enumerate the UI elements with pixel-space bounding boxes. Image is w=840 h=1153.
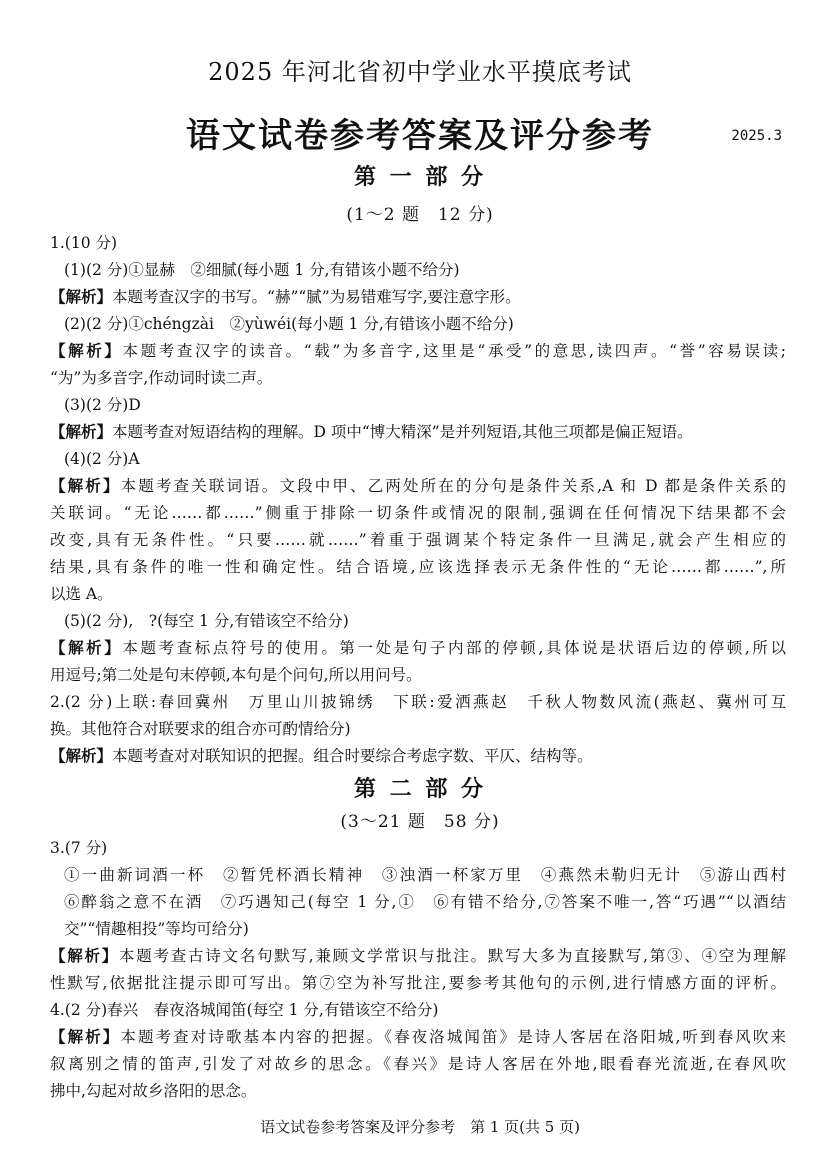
part-one-heading: 第 一 部 分 xyxy=(354,164,486,190)
document-title: 语文试卷参考答案及评分参考 xyxy=(186,116,654,156)
answer-line: (4)(2 分)A xyxy=(64,450,140,468)
analysis-continuation: 叙离别之情的笛声,引发了对故乡的思念。《春兴》是诗人客居在外地,眼看春光流逝,在春风吹 xyxy=(50,1055,786,1073)
part-one-subheading: (1～2 题 12 分) xyxy=(346,205,494,225)
analysis-tag: 【解析】 xyxy=(50,946,119,965)
analysis-continuation: 性默写,依据批注提示即可写出。第⑦空为补写批注,要参考其他句的示例,进行情感方面的评析。 xyxy=(50,974,786,992)
answer-continuation: 换。其他符合对联要求的组合亦可酌情给分) xyxy=(50,720,351,738)
analysis-continuation: 关联词。“无论……都……”侧重于排除一切条件或情况的限制,强调在任何情况下结果都不会 xyxy=(50,504,786,522)
analysis-line: 【解析】本题考查汉字的读音。“载”为多音字,这里是“承受”的意思,读四声。“誉”容易误读; xyxy=(50,341,786,360)
analysis-continuation: 改变,具有无条件性。“只要……就……”着重于强调某个特定条件一旦满足,就会产生相应的 xyxy=(50,531,786,549)
analysis-continuation: 结果,具有条件的唯一性和确定性。结合语境,应该选择表示无条件性的“无论……都……”,所 xyxy=(50,558,786,576)
analysis-line: 【解析】本题考查古诗文名句默写,兼顾文学常识与批注。默写大多为直接默写,第③、④空为理解 xyxy=(50,946,786,965)
analysis-line: 【解析】本题考查汉字的书写。“赫”“腻”为易错难写字,要注意字形。 xyxy=(50,287,521,306)
question-4-answer: 4.(2 分)春兴 春夜洛城闻笛(每空 1 分,有错该空不给分) xyxy=(50,1001,439,1019)
part-two-subheading: (3～21 题 58 分) xyxy=(340,812,500,832)
answer-line: (5)(2 分), ?(每空 1 分,有错该空不给分) xyxy=(64,612,349,630)
analysis-line: 【解析】本题考查对短语结构的理解。D 项中“博大精深”是并列短语,其他三项都是偏正短语。 xyxy=(50,422,693,441)
analysis-line: 【解析】本题考查对对联知识的把握。组合时要综合考虑字数、平仄、结构等。 xyxy=(50,746,593,765)
question-3-heading: 3.(7 分) xyxy=(50,839,108,857)
analysis-continuation: 拂中,勾起对故乡洛阳的思念。 xyxy=(50,1082,257,1100)
analysis-line: 【解析】本题考查对诗歌基本内容的把握。《春夜洛城闻笛》是诗人客居在洛阳城,听到春风吹来 xyxy=(50,1027,786,1046)
question-2-answer: 2.(2 分)上联:春回冀州 万里山川披锦绣 下联:爱洒燕赵 千秋人物数风流(燕赵、冀州可互 xyxy=(50,693,786,711)
analysis-tag: 【解析】 xyxy=(50,638,123,657)
analysis-continuation: “为”为多音字,作动词时读二声。 xyxy=(50,369,273,387)
analysis-tag: 【解析】 xyxy=(50,287,113,306)
answer-line: (3)(2 分)D xyxy=(64,396,141,414)
exam-title: 2025 年河北省初中学业水平摸底考试 xyxy=(208,58,632,86)
analysis-tag: 【解析】 xyxy=(50,746,113,765)
analysis-continuation: 以选 A。 xyxy=(50,585,113,603)
answer-line: ①一曲新词酒一杯 ②暂凭杯酒长精神 ③浊酒一杯家万里 ④燕然未勒归无计 ⑤游山西村 xyxy=(64,866,786,884)
answer-line: ⑥醉翁之意不在酒 ⑦巧遇知己(每空 1 分,① ⑥有错不给分,⑦答案不唯一,答“巧遇”“以酒结 xyxy=(64,893,786,911)
analysis-tag: 【解析】 xyxy=(50,341,123,360)
page-footer: 语文试卷参考答案及评分参考 第 1 页(共 5 页) xyxy=(260,1118,580,1136)
analysis-tag: 【解析】 xyxy=(50,1027,121,1046)
analysis-line: 【解析】本题考查关联词语。文段中甲、乙两处所在的分句是条件关系,A 和 D 都是条件关系的 xyxy=(50,476,786,495)
analysis-line: 【解析】本题考查标点符号的使用。第一处是句子内部的停顿,具体说是状语后边的停顿,所以 xyxy=(50,638,786,657)
answer-line: (1)(2 分)①显赫 ②细腻(每小题 1 分,有错该小题不给分) xyxy=(64,261,460,279)
analysis-tag: 【解析】 xyxy=(50,422,113,441)
answer-continuation: 交”“情趣相投”等均可给分) xyxy=(64,920,249,938)
answer-line: (2)(2 分)①chéngzài ②yùwéi(每小题 1 分,有错该小题不给分) xyxy=(64,315,514,333)
analysis-tag: 【解析】 xyxy=(50,476,121,495)
question-1-heading: 1.(10 分) xyxy=(50,234,118,252)
analysis-continuation: 用逗号;第二处是句末停顿,本句是个问句,所以用问号。 xyxy=(50,666,422,684)
part-two-heading: 第 二 部 分 xyxy=(354,776,486,802)
document-date: 2025.3 xyxy=(731,128,782,144)
